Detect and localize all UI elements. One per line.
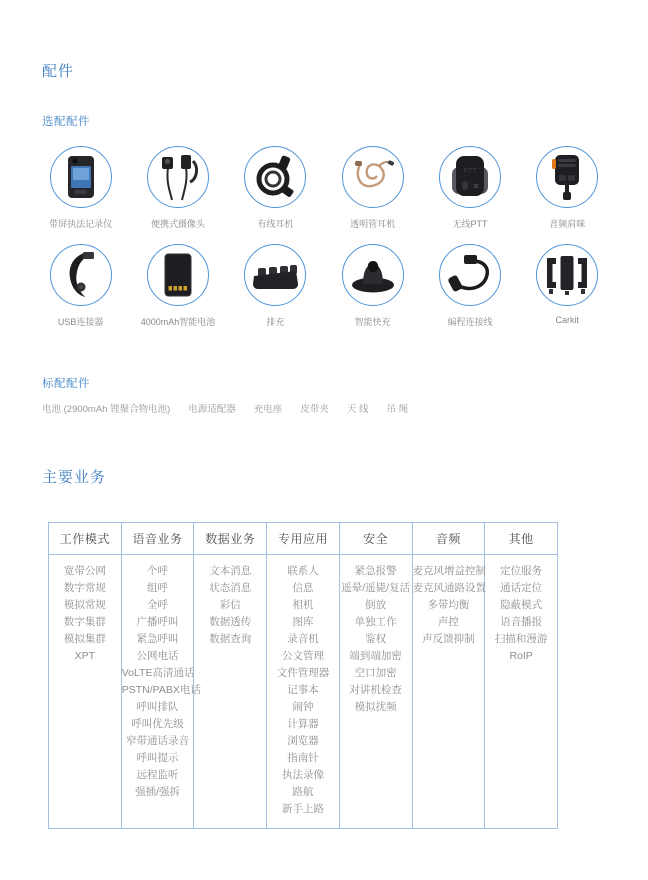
feature-item: 模拟常规 <box>63 599 106 611</box>
feature-item: 组呼 <box>147 582 169 594</box>
column-header-work-mode: 工作模式 <box>49 523 122 555</box>
column-header-voice-services: 语音业务 <box>121 523 194 555</box>
feature-item: 单独工作 <box>354 616 397 628</box>
accessory-image-circle <box>147 146 209 208</box>
acoustic-tube-earpiece-icon <box>351 154 395 200</box>
feature-item: 文件管理器 <box>276 667 330 679</box>
accessory-image-circle <box>50 244 112 306</box>
standard-accessory-item: 皮带夹 <box>300 404 329 415</box>
accessory-label: 编程连接线 <box>447 317 493 327</box>
feature-item: 紧急呼叫 <box>136 633 179 645</box>
accessory-item <box>32 244 129 328</box>
feature-item: 记事本 <box>287 684 319 696</box>
feature-item: 图库 <box>292 616 314 628</box>
accessory-label: 有线耳机 <box>257 219 294 229</box>
feature-item: 远程监听 <box>136 769 179 781</box>
programming-cable-icon <box>448 253 492 297</box>
feature-item: 指南针 <box>287 752 319 764</box>
accessory-label: 便携式摄像头 <box>150 219 205 229</box>
accessory-image-circle <box>244 146 306 208</box>
column-cell-other <box>485 555 558 829</box>
feature-item: 文本消息 <box>209 565 252 577</box>
accessory-image-circle <box>147 244 209 306</box>
feature-item: 声反馈抑制 <box>422 633 475 645</box>
feature-item: 信息 <box>292 582 314 594</box>
accessory-label: 智能快充 <box>354 317 391 327</box>
feature-item: 相机 <box>292 599 314 611</box>
feature-list <box>121 563 201 801</box>
accessory-item <box>324 244 421 328</box>
standard-accessory-item: 充电座 <box>253 404 283 415</box>
feature-item: 通话定位 <box>500 582 543 594</box>
feature-item: 遥晕/遥毙/复活 <box>341 582 411 594</box>
feature-item: 声控 <box>437 616 459 628</box>
column-header-security: 安全 <box>339 523 412 555</box>
feature-item: RoIP <box>509 650 533 662</box>
feature-item: 数据透传 <box>209 616 252 628</box>
column-cell-work-mode <box>49 555 122 829</box>
accessory-image-circle <box>439 244 501 306</box>
feature-item: 麦克风增益控制 <box>412 565 487 577</box>
feature-item: 呼叫优先级 <box>131 718 184 730</box>
feature-item: 呼叫提示 <box>136 752 179 764</box>
accessory-image-circle <box>50 146 112 208</box>
column-header-other: 其他 <box>485 523 558 555</box>
accessory-item <box>324 146 421 230</box>
feature-item: 端到端加密 <box>349 650 402 662</box>
column-header-data-services: 数据业务 <box>194 523 267 555</box>
svg-text:PTT: PTT <box>463 168 477 175</box>
standard-accessory-item: 天 线 <box>346 404 369 415</box>
standard-accessory-item: 吊 绳 <box>386 404 409 415</box>
column-cell-special-apps <box>267 555 340 829</box>
feature-item: 数字集群 <box>63 616 106 628</box>
feature-item: 窄带通话录音 <box>126 735 190 747</box>
services-table-header-row <box>49 523 558 555</box>
standard-accessory-item: 电池 (2900mAh 锂聚合物电池) <box>42 404 171 415</box>
feature-list <box>194 563 266 648</box>
standard-accessories-list <box>42 401 408 415</box>
feature-item: 闹钟 <box>292 701 314 713</box>
accessory-item <box>519 146 616 230</box>
accessory-image-circle <box>439 146 501 208</box>
feature-item: 录音机 <box>287 633 319 645</box>
feature-item: 路航 <box>292 786 314 798</box>
column-cell-audio <box>412 555 485 829</box>
accessory-item <box>421 244 518 328</box>
feature-item: 全呼 <box>147 599 169 611</box>
feature-item: PSTN/PABX电话 <box>121 684 201 696</box>
usb-connector-icon <box>63 251 99 299</box>
feature-item: 呼叫排队 <box>136 701 179 713</box>
smart-fast-charger-icon <box>349 256 397 294</box>
column-cell-voice-services <box>121 555 201 829</box>
battery-icon <box>162 252 194 298</box>
column-cell-data-services <box>194 555 267 829</box>
accessory-item <box>32 146 129 230</box>
accessory-image-circle <box>536 244 598 306</box>
column-header-audio: 音频 <box>412 523 485 555</box>
feature-item: 强插/强拆 <box>135 786 181 798</box>
accessory-image-circle <box>244 244 306 306</box>
multi-unit-charger-icon <box>250 257 300 293</box>
shoulder-mic-icon <box>549 153 585 201</box>
feature-item: 麦克风通路设置 <box>412 582 487 594</box>
feature-item: 彩信 <box>219 599 241 611</box>
column-cell-security <box>339 555 412 829</box>
feature-item: 多带均衡 <box>427 599 470 611</box>
portable-camera-icon <box>156 153 200 201</box>
feature-item: 个呼 <box>147 565 169 577</box>
feature-item: 状态消息 <box>209 582 252 594</box>
feature-item: 新手上路 <box>281 803 324 815</box>
feature-item: 公文管理 <box>281 650 324 662</box>
feature-item: 数据查询 <box>209 633 252 645</box>
services-table-body-row <box>49 555 558 829</box>
wireless-ptt-icon <box>450 154 490 200</box>
feature-item: 倒放 <box>365 599 387 611</box>
accessory-label: Carkit <box>555 315 580 325</box>
feature-list <box>413 563 485 648</box>
accessories-section-title: 配件 <box>42 63 75 80</box>
feature-list <box>49 563 121 665</box>
accessory-item <box>129 146 226 230</box>
feature-item: 紧急报警 <box>354 565 397 577</box>
feature-item: 隐蔽模式 <box>500 599 543 611</box>
feature-item: 联系人 <box>287 565 319 577</box>
feature-list <box>485 563 557 665</box>
accessory-image-circle <box>536 146 598 208</box>
accessory-item <box>519 244 616 328</box>
feature-item: 鉴权 <box>365 633 387 645</box>
feature-item: 公网电话 <box>136 650 179 662</box>
feature-item: 模拟扰频 <box>354 701 397 713</box>
bodycam-icon <box>64 154 98 200</box>
accessory-label: 透明管耳机 <box>350 219 396 229</box>
feature-item: 模拟集群 <box>63 633 106 645</box>
feature-item: 定位服务 <box>500 565 543 577</box>
feature-item: 计算器 <box>287 718 319 730</box>
feature-list <box>267 563 339 818</box>
feature-item: 空口加密 <box>354 667 397 679</box>
feature-item: 语音播报 <box>500 616 543 628</box>
accessory-label: 无线PTT <box>452 219 488 229</box>
standard-accessory-item: 电源适配器 <box>188 404 236 415</box>
accessory-item <box>129 244 226 328</box>
services-section-title: 主要业务 <box>42 469 107 486</box>
feature-item: 广播呼叫 <box>136 616 179 628</box>
feature-item: 执法录像 <box>281 769 324 781</box>
accessory-label: 音频肩咪 <box>549 219 586 229</box>
feature-list <box>340 563 412 716</box>
feature-item: 数字常规 <box>63 582 106 594</box>
services-table <box>48 522 558 829</box>
accessory-item <box>227 146 324 230</box>
feature-item: VoLTE高清通话 <box>121 667 195 679</box>
accessory-label: USB连接器 <box>57 317 104 327</box>
accessory-item <box>227 244 324 328</box>
feature-item: 浏览器 <box>287 735 319 747</box>
accessory-item <box>421 146 518 230</box>
accessory-label: 排充 <box>266 317 285 327</box>
accessory-image-circle <box>342 146 404 208</box>
feature-item: XPT <box>74 650 96 662</box>
optional-accessories-subtitle: 选配配件 <box>42 116 90 128</box>
column-header-special-apps: 专用应用 <box>267 523 340 555</box>
accessory-image-circle <box>342 244 404 306</box>
feature-item: 扫描和漫游 <box>494 633 548 645</box>
standard-accessories-subtitle: 标配配件 <box>42 378 90 390</box>
carkit-icon <box>543 254 591 296</box>
optional-accessories-row-1 <box>32 146 616 230</box>
wired-earpiece-icon <box>252 154 298 200</box>
feature-item: 对讲机检查 <box>349 684 402 696</box>
feature-item: 宽带公网 <box>63 565 106 577</box>
optional-accessories-row-2 <box>32 244 616 328</box>
accessory-label: 4000mAh智能电池 <box>140 317 216 327</box>
accessory-label: 带屏执法记录仪 <box>49 219 113 229</box>
